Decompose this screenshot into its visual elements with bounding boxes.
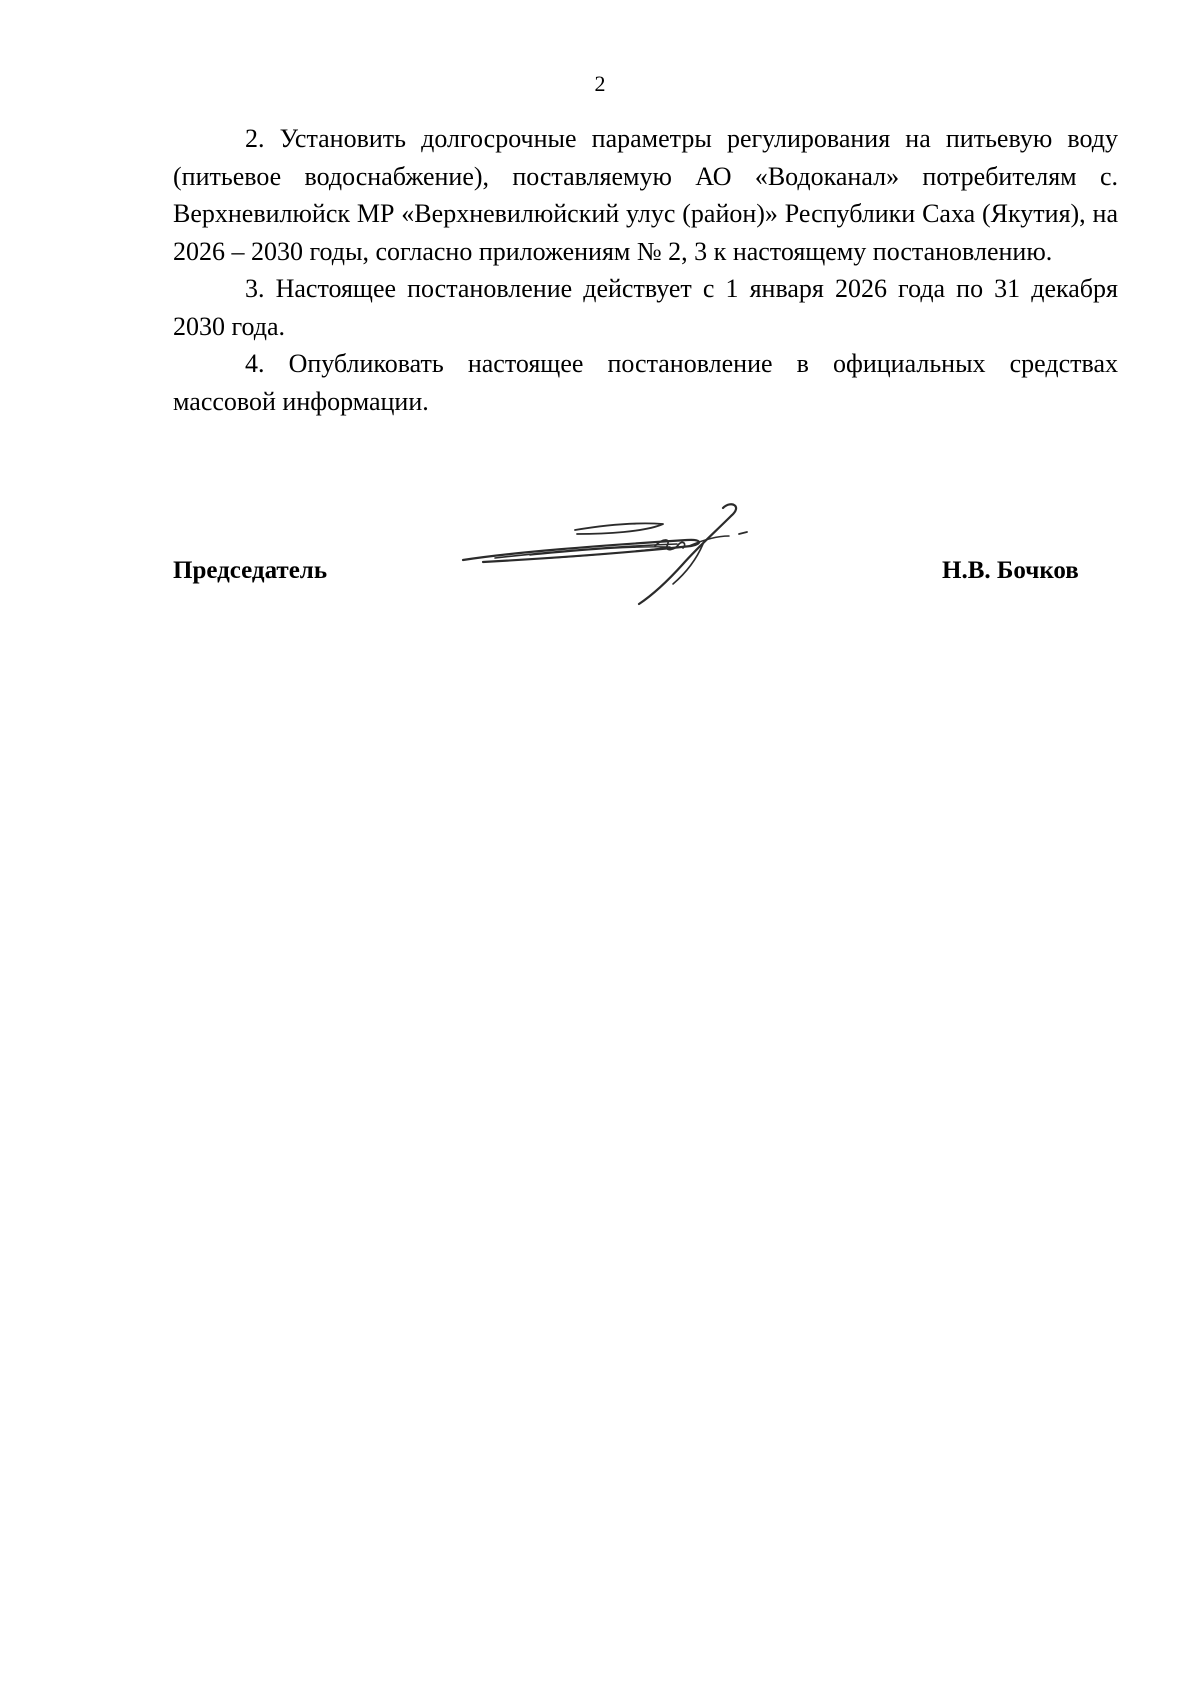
signer-name: Н.В. Бочков — [942, 557, 1079, 584]
signer-title: Председатель — [173, 557, 328, 584]
body-text — [173, 120, 1118, 420]
signature-stroke — [575, 523, 663, 534]
handwritten-signature — [455, 500, 775, 610]
page-number: 2 — [594, 71, 606, 96]
paragraph-item-3: 3. Настоящее постановление действует с 1 января 2026 года по 31 декабря 2030 года. — [173, 274, 1118, 341]
paragraph-item-4: 4. Опубликовать настоящее постановление в официальных средствах массовой информации. — [173, 349, 1118, 416]
signature-block — [0, 500, 1200, 620]
signature-stroke — [530, 547, 670, 558]
paragraph-item-2: 2. Установить долгосрочные параметры регулирования на питьевую воду (питьевое водоснабжение), поставляемую АО «Водоканал» потребителям с. Верхневилюйск МР «Верхневилюйский улус (район)» Республики Саха (Якутия), на 2026 – 2030 годы, согласно приложениям № 2, 3 к настоящему постановлению. — [173, 124, 1118, 266]
signature-stroke — [739, 532, 747, 534]
signature-stroke — [639, 504, 736, 604]
signature-stroke — [673, 544, 703, 584]
